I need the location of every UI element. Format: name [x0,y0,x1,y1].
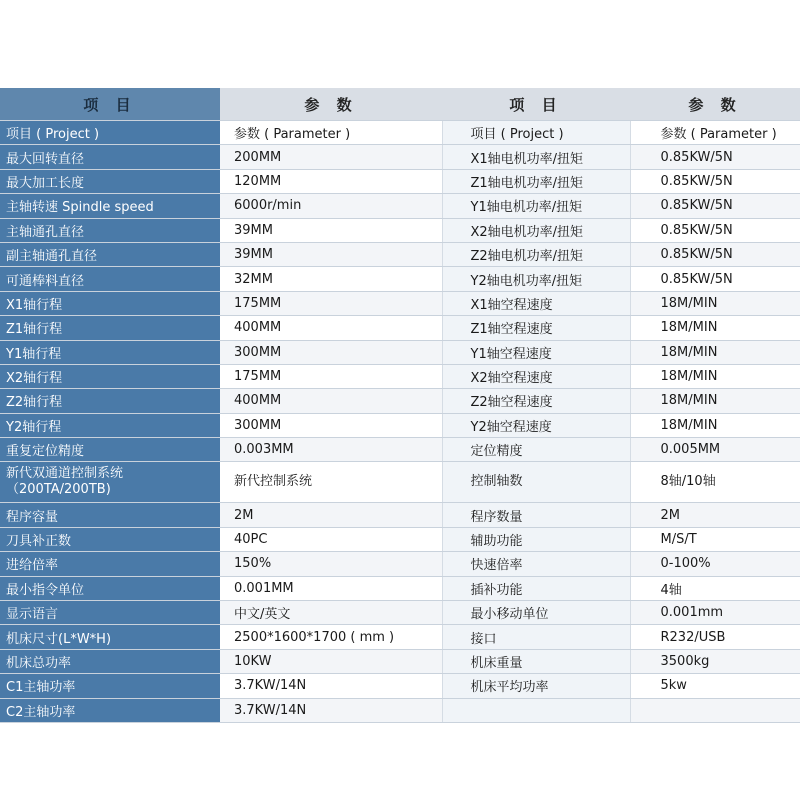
cell-text: Y2轴行程 [6,419,62,435]
param-cell [630,413,800,437]
cell-text: 刀具补正数 [6,534,72,550]
item-cell [0,649,220,673]
param-cell [630,576,800,600]
cell-text: 18M/MIN [660,344,718,360]
cell-text: 175MM [234,295,282,311]
param-cell [630,649,800,673]
item-cell [442,218,630,242]
cell-text: 机床尺寸(L*W*H) [6,631,112,647]
cell-text: 2M [234,507,254,523]
table-row [0,340,800,364]
cell-text: 18M/MIN [660,369,718,385]
item-cell [0,340,220,364]
param-cell [220,218,442,242]
cell-text: X2轴电机功率/扭矩 [470,224,584,240]
param-cell [220,389,442,413]
item-cell [442,503,630,527]
cell-text: 主轴转速 Spindle speed [6,200,154,216]
cell-text: 2500*1600*1700 ( mm ) [234,629,395,645]
param-cell [220,121,442,145]
item-cell [0,267,220,291]
param-cell [220,169,442,193]
cell-text: Y2轴电机功率/扭矩 [470,273,583,289]
param-cell [220,503,442,527]
item-cell [0,169,220,193]
table-row [0,218,800,242]
table-row [0,527,800,551]
param-cell [630,625,800,649]
item-cell [0,364,220,388]
cell-text: 机床总功率 [6,656,72,671]
param-cell [630,552,800,576]
cell-text: 0.85KW/5N [660,271,733,287]
cell-text: 程序数量 [470,509,523,525]
table-row [0,121,800,145]
cell-text: 0.85KW/5N [660,198,733,214]
param-cell [630,145,800,169]
param-cell [220,242,442,266]
table-row [0,601,800,625]
item-cell [0,462,220,503]
item-cell [442,340,630,364]
item-cell [442,242,630,266]
table-row [0,649,800,673]
cell-text: 150% [234,556,272,572]
cell-text: 参数 ( Parameter ) [234,127,351,143]
cell-text: 4轴 [660,582,682,598]
cell-text: 重复定位精度 [6,444,85,460]
item-cell [442,145,630,169]
cell-text: 8轴/10轴 [660,474,716,490]
item-cell [442,121,630,145]
item-cell [0,625,220,649]
cell-text: 控制轴数 [470,474,523,490]
cell-text: 0.001MM [234,580,294,596]
cell-text: Z1轴行程 [6,322,63,338]
cell-text: 副主轴通孔直径 [6,249,98,265]
param-cell [220,601,442,625]
param-cell [630,698,800,722]
cell-text: X1轴行程 [6,297,63,313]
cell-text: 0.85KW/5N [660,149,733,165]
cell-text: 最小指令单位 [6,582,85,598]
item-cell [442,576,630,600]
item-cell [0,316,220,340]
cell-text: 最大回转直径 [6,151,85,167]
cell-text: 项目 ( Project ) [6,127,100,143]
cell-text: 3.7KW/14N [234,678,307,694]
item-cell [0,674,220,698]
param-cell [630,601,800,625]
param-cell [220,625,442,649]
spec-table [0,88,800,723]
cell-text: 5kw [660,678,687,694]
cell-text: 插补功能 [470,582,523,598]
table-row [0,364,800,388]
item-cell [442,462,630,503]
cell-text: Y2轴空程速度 [470,419,552,435]
item-cell [0,503,220,527]
cell-text: X2轴空程速度 [470,371,553,387]
cell-text: 定位精度 [470,444,523,460]
item-cell [0,145,220,169]
cell-text: 项目 ( Project ) [470,127,564,143]
item-cell [442,698,630,722]
cell-text: Z2轴电机功率/扭矩 [470,249,584,265]
param-cell [220,674,442,698]
header-item-2: 项 目 [442,88,630,121]
cell-text: Z1轴空程速度 [470,322,553,338]
cell-text: 32MM [234,271,273,287]
cell-text: 400MM [234,393,282,409]
cell-text: Y1轴行程 [6,346,62,362]
cell-text: 40PC [234,532,268,548]
item-cell [0,438,220,462]
item-cell [442,316,630,340]
table-row [0,145,800,169]
table-row [0,503,800,527]
cell-text: 0-100% [660,556,711,572]
cell-text: 0.85KW/5N [660,222,733,238]
param-cell [220,194,442,218]
param-cell [220,576,442,600]
cell-text: R232/USB [660,629,726,645]
table-row [0,552,800,576]
item-cell [442,389,630,413]
cell-text: 最大加工长度 [6,175,85,191]
cell-text: 0.003MM [234,442,294,458]
item-cell [442,267,630,291]
cell-text: 新代控制系统 [234,474,313,490]
item-cell [0,291,220,315]
table-row [0,413,800,437]
item-cell [0,413,220,437]
item-cell [442,413,630,437]
param-cell [220,698,442,722]
cell-text: 175MM [234,369,282,385]
param-cell [630,316,800,340]
cell-text: 接口 [470,631,497,647]
cell-text: 18M/MIN [660,393,718,409]
table-row [0,389,800,413]
cell-text: Z1轴电机功率/扭矩 [470,175,584,191]
table-row [0,194,800,218]
param-cell [220,413,442,437]
item-cell [442,527,630,551]
cell-text: 18M/MIN [660,295,718,311]
param-cell [220,316,442,340]
item-cell [442,438,630,462]
table-row [0,267,800,291]
item-cell [442,169,630,193]
cell-text: Y1轴空程速度 [470,346,552,362]
param-cell [630,218,800,242]
cell-text: 120MM [234,173,282,189]
param-cell [630,291,800,315]
cell-text: 0.005MM [660,442,721,458]
param-cell [630,462,800,503]
cell-text: 可通棒料直径 [6,273,85,289]
param-cell [220,462,442,503]
item-cell [0,389,220,413]
param-cell [630,169,800,193]
header-param-1: 参 数 [220,88,442,121]
cell-text: 10KW [234,654,272,669]
cell-text: 快速倍率 [470,558,523,574]
cell-text: 18M/MIN [660,320,718,336]
spec-body [0,121,800,723]
cell-text: Z2轴空程速度 [470,395,553,411]
param-cell [220,145,442,169]
param-cell [220,267,442,291]
param-cell [220,364,442,388]
cell-text: 机床重量 [470,656,523,671]
cell-text: C2主轴功率 [6,704,76,720]
cell-text: 中文/英文 [234,607,291,623]
table-row [0,438,800,462]
table-row [0,291,800,315]
cell-text: 主轴通孔直径 [6,224,85,240]
item-cell [0,576,220,600]
cell-text: 0.001mm [660,605,724,621]
item-cell [442,601,630,625]
param-cell [630,267,800,291]
item-cell [0,194,220,218]
table-row [0,242,800,266]
param-cell [630,121,800,145]
item-cell [0,527,220,551]
param-cell [630,674,800,698]
cell-text: 辅助功能 [470,534,523,550]
cell-text: 300MM [234,344,282,360]
cell-text: 最小移动单位 [470,607,549,623]
cell-text: Z2轴行程 [6,395,63,411]
cell-text: M/S/T [660,532,697,548]
table-row [0,169,800,193]
table-row [0,674,800,698]
table-row [0,316,800,340]
table-row [0,576,800,600]
item-cell [0,218,220,242]
cell-text: X1轴空程速度 [470,297,553,313]
cell-text: Y1轴电机功率/扭矩 [470,200,583,216]
param-cell [630,194,800,218]
item-cell [442,291,630,315]
cell-text: 18M/MIN [660,417,718,433]
cell-text: 进给倍率 [6,558,59,574]
cell-text: 39MM [234,247,273,263]
cell-text: 300MM [234,417,282,433]
param-cell [220,649,442,673]
cell-text: 3500kg [660,654,710,669]
param-cell [220,340,442,364]
item-cell [0,698,220,722]
header-row [0,88,800,121]
param-cell [220,438,442,462]
cell-text: 参数 ( Parameter ) [660,127,777,143]
param-cell [630,527,800,551]
cell-text: 3.7KW/14N [234,702,307,718]
cell-text: 新代双通道控制系统 （200TA/200TB) [6,466,124,498]
param-cell [630,389,800,413]
item-cell [0,552,220,576]
cell-text: 机床平均功率 [470,680,549,696]
param-cell [630,438,800,462]
param-cell [630,340,800,364]
param-cell [220,291,442,315]
table-row [0,698,800,722]
cell-text: 程序容量 [6,509,59,525]
cell-text: 0.85KW/5N [660,173,733,189]
param-cell [630,503,800,527]
cell-text: X2轴行程 [6,371,63,387]
table-row [0,625,800,649]
item-cell [442,649,630,673]
param-cell [630,242,800,266]
item-cell [0,601,220,625]
cell-text: 6000r/min [234,198,302,214]
cell-text: 显示语言 [6,607,59,623]
item-cell [442,625,630,649]
cell-text: 0.85KW/5N [660,247,733,263]
cell-text: 39MM [234,222,273,238]
header-param-2: 参 数 [630,88,800,121]
param-cell [220,527,442,551]
item-cell [442,552,630,576]
cell-text: 400MM [234,320,282,336]
header-item-1: 项 目 [0,88,220,121]
item-cell [442,194,630,218]
item-cell [442,674,630,698]
cell-text: 2M [660,507,680,523]
cell-text: X1轴电机功率/扭矩 [470,151,584,167]
cell-text: C1主轴功率 [6,680,76,696]
item-cell [0,242,220,266]
table-row [0,462,800,503]
item-cell [0,121,220,145]
param-cell [220,552,442,576]
param-cell [630,364,800,388]
cell-text: 200MM [234,149,282,165]
item-cell [442,364,630,388]
